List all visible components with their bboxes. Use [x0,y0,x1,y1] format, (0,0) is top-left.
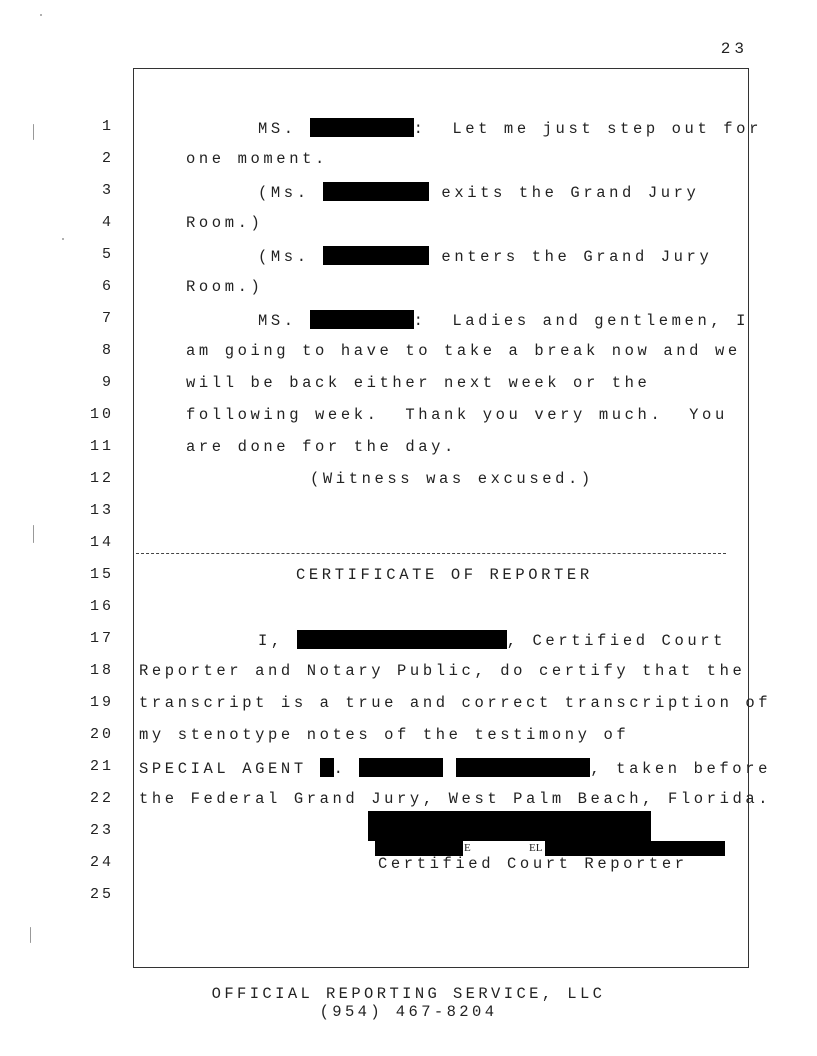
signature-title: Certified Court Reporter [378,855,688,873]
line-number: 24 [89,854,114,871]
transcript-line-10: following week. Thank you very much. You [186,406,728,424]
line-number: 6 [101,278,114,295]
redaction-bar [323,246,429,265]
transcript-line-8: am going to have to take a break now and we [186,342,741,360]
transcript-line-1 [258,118,762,138]
transcript-line-4: Room.) [186,214,264,232]
line-number: 5 [101,246,114,263]
signature-redaction [368,811,651,841]
redaction-bar [359,758,443,777]
line-number: 13 [89,502,114,519]
line-text: : Ladies and gentlemen, I [413,312,750,330]
line-number: 8 [101,342,114,359]
signature-redaction [375,841,463,856]
line-number: 1 [101,118,114,135]
certificate-heading: CERTIFICATE OF REPORTER [296,566,593,584]
line-text: exits the Grand Jury [441,184,700,202]
redaction-bar [310,118,414,137]
signature-fragment: EL [529,842,543,854]
footer-phone: (954) 467-8204 [319,1003,498,1021]
redaction-bar [310,310,414,329]
line-text: enters the Grand Jury [441,248,713,266]
line-number: 18 [89,662,114,679]
certificate-line-18: Reporter and Notary Public, do certify that the [139,662,746,680]
line-text: , Certified Court [506,632,727,650]
line-number: 4 [101,214,114,231]
line-number: 16 [89,598,114,615]
transcript-line-7 [258,310,749,330]
certificate-line-19: transcript is a true and correct transcription of [139,694,772,712]
transcript-line-2: one moment. [186,150,328,168]
line-number: 2 [101,150,114,167]
signature-fragment: E [464,842,471,854]
line-number: 25 [89,886,114,903]
line-number: 21 [89,758,114,775]
line-number: 10 [89,406,114,423]
line-number: 23 [89,822,114,839]
transcript-line-12: (Witness was excused.) [310,470,594,488]
line-number: 14 [89,534,114,551]
redaction-bar [456,758,590,777]
certificate-line-21 [139,758,771,778]
speaker-prefix: MS. [258,312,297,330]
line-number: 12 [89,470,114,487]
line-text: : Let me just step out for [413,120,762,138]
redaction-bar [320,758,334,777]
line-text: SPECIAL AGENT [139,760,307,778]
speaker-prefix: MS. [258,120,297,138]
footer-company: OFFICIAL REPORTING SERVICE, LLC [211,985,606,1003]
line-number: 7 [101,310,114,327]
transcript-line-6: Room.) [186,278,264,296]
line-number: 15 [89,566,114,583]
line-text: (Ms. [258,184,310,202]
line-number: 19 [89,694,114,711]
line-text: . [333,760,347,778]
line-text: I, [258,632,284,650]
section-divider [136,553,726,554]
certificate-line-17 [258,630,726,650]
line-number: 9 [101,374,114,391]
line-number: 11 [89,438,114,455]
line-number: 22 [89,790,114,807]
signature-redaction [545,841,725,856]
transcript-line-11: are done for the day. [186,438,457,456]
page-number: 23 [720,40,748,58]
transcript-line-5 [258,246,712,266]
line-number: 3 [101,182,114,199]
line-text: (Ms. [258,248,310,266]
line-number: 17 [89,630,114,647]
line-text: , taken before [590,760,771,778]
redaction-bar [323,182,429,201]
certificate-line-22: the Federal Grand Jury, West Palm Beach, Florida. [139,790,772,808]
transcript-line-3 [258,182,699,202]
certificate-line-20: my stenotype notes of the testimony of [139,726,630,744]
line-number: 20 [89,726,114,743]
transcript-line-9: will be back either next week or the [186,374,651,392]
redaction-bar [297,630,507,649]
